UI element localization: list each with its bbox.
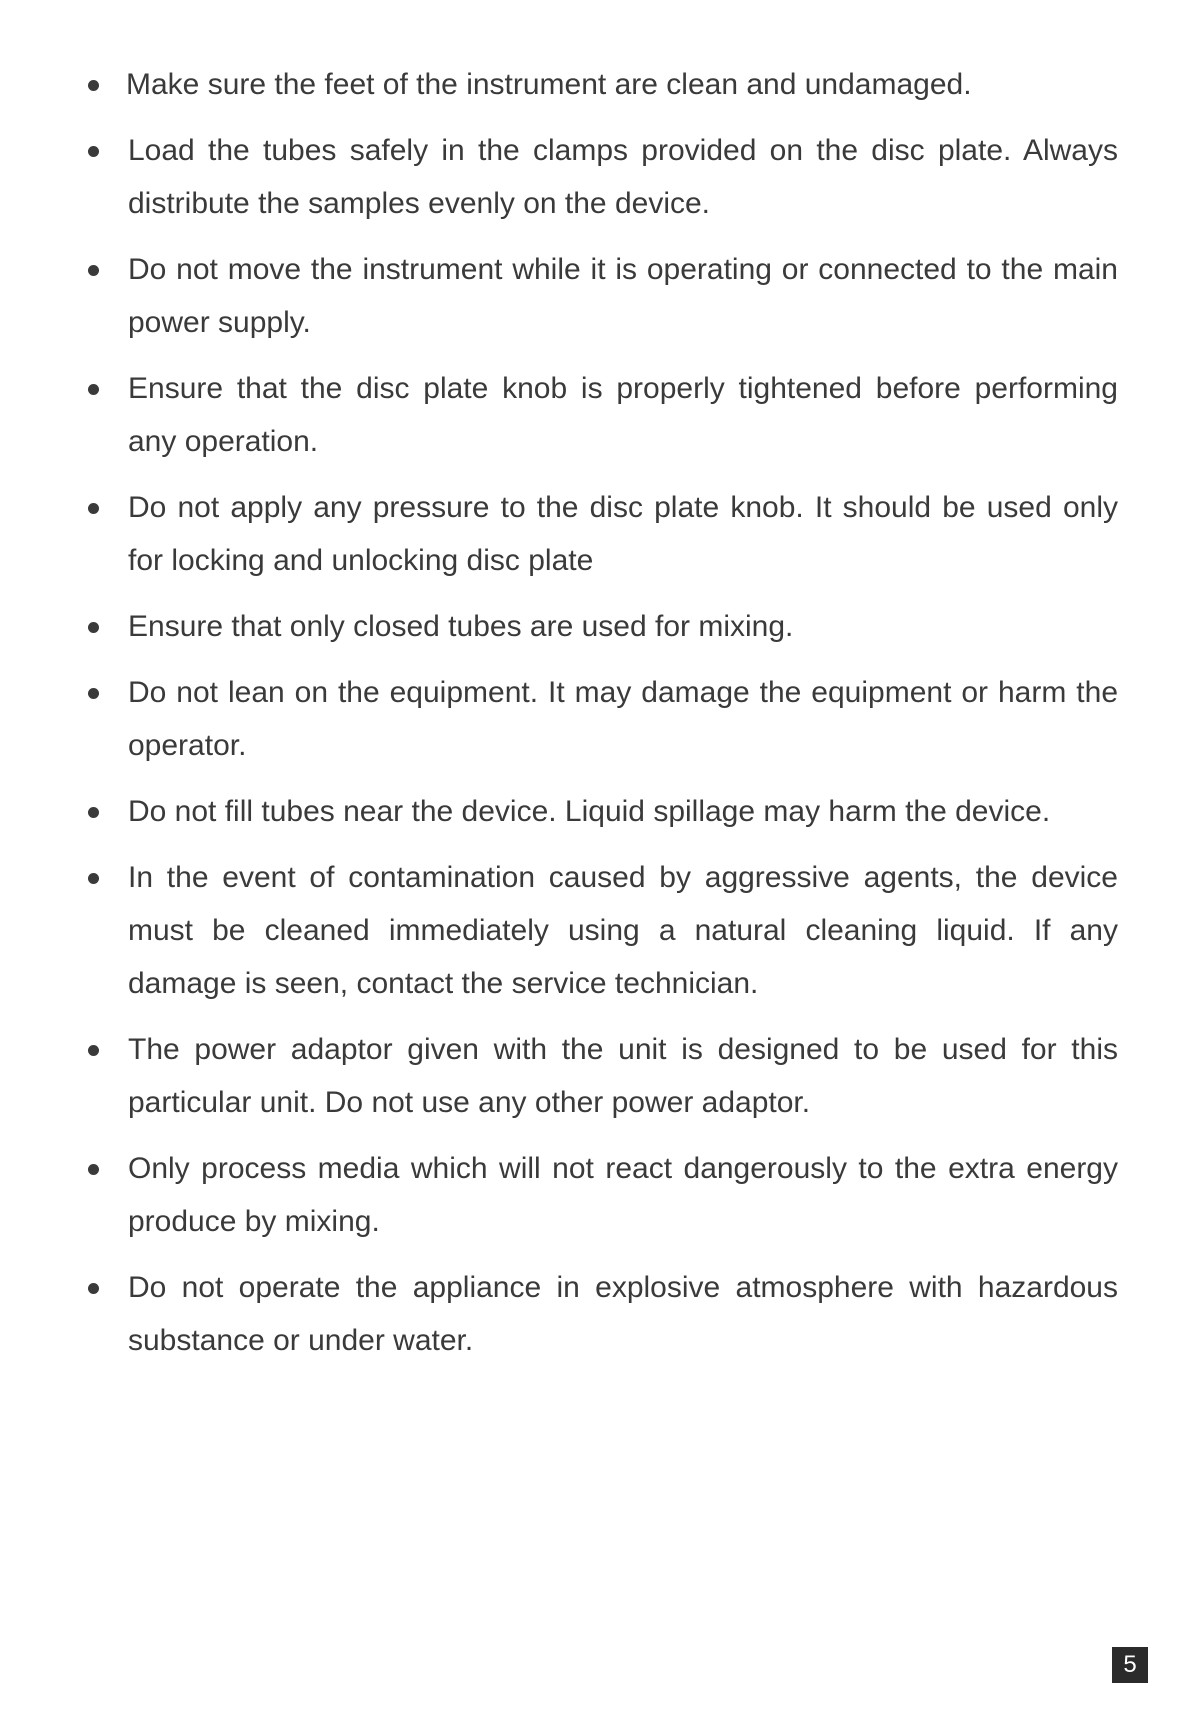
list-item-text: Make sure the feet of the instrument are clean and undamaged. bbox=[126, 68, 972, 101]
bullet-icon bbox=[88, 1283, 99, 1294]
bullet-icon bbox=[88, 807, 99, 818]
list-item-text: Do not apply any pressure to the disc plate knob. It should be used only for locking and unlocking disc plate bbox=[128, 491, 1118, 577]
list-item-text: The power adaptor given with the unit is designed to be used for this particular unit. Do not use any other power adaptor. bbox=[128, 1033, 1118, 1119]
list-item-text: Do not fill tubes near the device. Liquid spillage may harm the device. bbox=[128, 795, 1051, 828]
list-item bbox=[88, 851, 1118, 1010]
bullet-icon bbox=[88, 80, 99, 91]
list-item bbox=[88, 785, 1118, 838]
bullet-icon bbox=[88, 688, 99, 699]
list-item-text: Do not operate the appliance in explosive atmosphere with hazardous substance or under water. bbox=[128, 1271, 1118, 1357]
list-item-text: Do not move the instrument while it is operating or connected to the main power supply. bbox=[128, 253, 1118, 339]
list-item bbox=[88, 362, 1118, 468]
list-item bbox=[88, 666, 1118, 772]
list-item bbox=[88, 243, 1118, 349]
list-item-text: Ensure that only closed tubes are used for mixing. bbox=[128, 610, 794, 643]
bullet-icon bbox=[88, 146, 99, 157]
bullet-icon bbox=[88, 622, 99, 633]
list-item-text: Only process media which will not react dangerously to the extra energy produce by mixing. bbox=[128, 1152, 1118, 1238]
list-item bbox=[88, 1142, 1118, 1248]
safety-instructions-list bbox=[88, 58, 1118, 1380]
list-item bbox=[88, 1261, 1118, 1367]
list-item bbox=[88, 1023, 1118, 1129]
list-item-text: Do not lean on the equipment. It may damage the equipment or harm the operator. bbox=[128, 676, 1118, 762]
bullet-icon bbox=[88, 1164, 99, 1175]
list-item bbox=[88, 124, 1118, 230]
bullet-icon bbox=[88, 503, 99, 514]
list-item bbox=[88, 600, 1118, 653]
bullet-icon bbox=[88, 384, 99, 395]
list-item bbox=[88, 481, 1118, 587]
bullet-icon bbox=[88, 265, 99, 276]
list-item-text: Load the tubes safely in the clamps provided on the disc plate. Always distribute the samples evenly on the device. bbox=[128, 134, 1118, 220]
list-item-text: Ensure that the disc plate knob is properly tightened before performing any operation. bbox=[128, 372, 1118, 458]
list-item-text: In the event of contamination caused by aggressive agents, the device must be cleaned immediately using a natural cleaning liquid. If any damage is seen, contact the service technician. bbox=[128, 861, 1118, 1000]
page-number-badge: 5 bbox=[1112, 1647, 1148, 1683]
list-item bbox=[88, 58, 1118, 111]
bullet-icon bbox=[88, 1045, 99, 1056]
bullet-icon bbox=[88, 873, 99, 884]
